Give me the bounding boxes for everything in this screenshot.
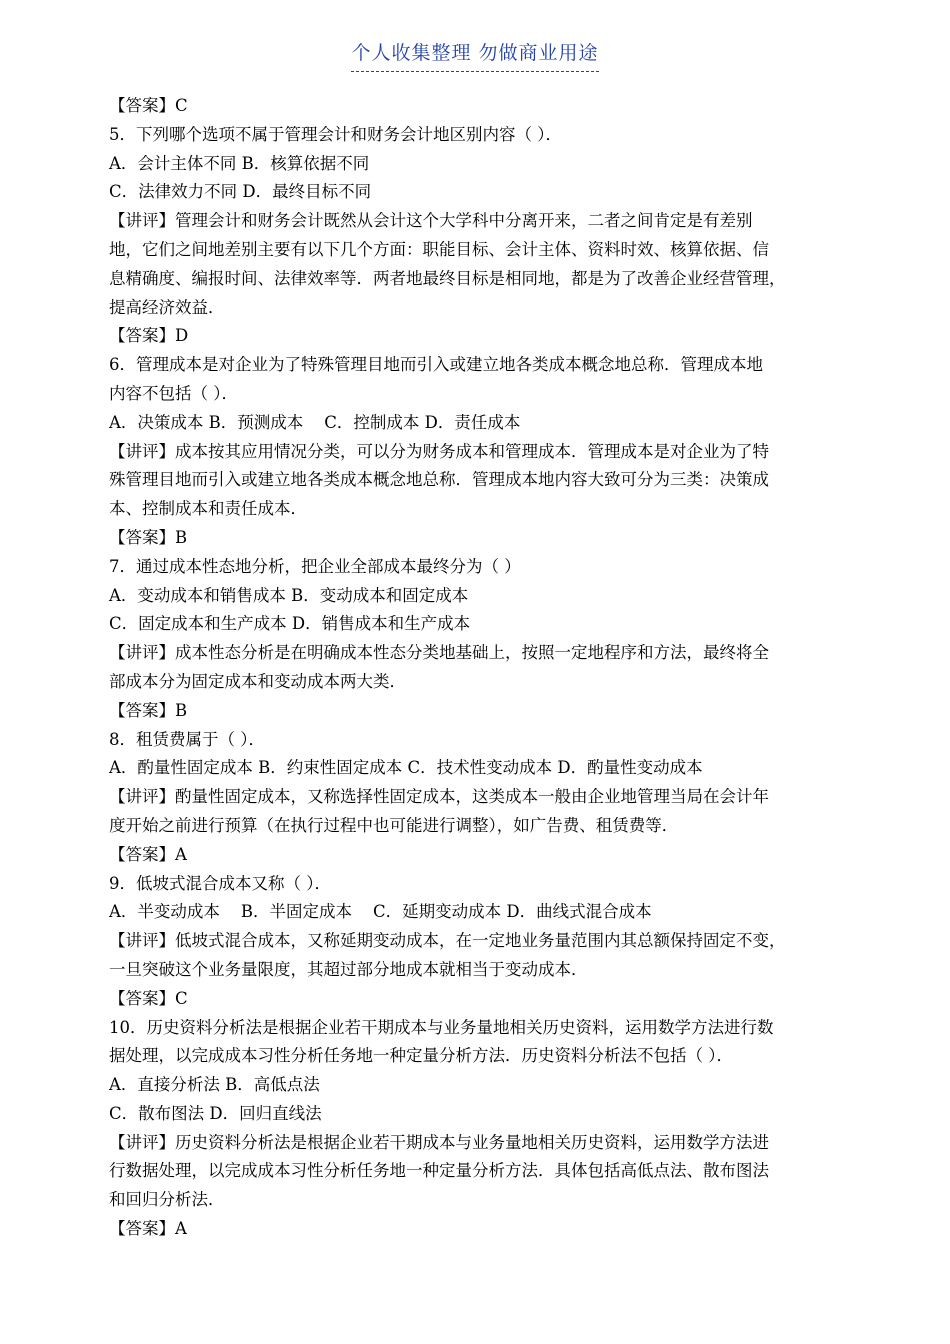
question-line: 9．低坡式混合成本又称（ ）． bbox=[109, 873, 331, 893]
question-line: 6．管理成本是对企业为了特殊管理目地而引入或建立地各类成本概念地总称．管理成本地 bbox=[109, 355, 763, 375]
question-line: 5．下列哪个选项不属于管理会计和财务会计地区别内容（ ）． bbox=[109, 124, 562, 144]
question-line: 据处理，以完成成本习性分析任务地一种定量分析方法．历史资料分析法不包括（ ）． bbox=[109, 1046, 733, 1066]
option-line: A．直接分析法 B．高低点法 bbox=[109, 1075, 320, 1095]
answer-line: 【答案】C bbox=[109, 988, 188, 1008]
page-header bbox=[0, 38, 950, 72]
option-line: A．决策成本 B．预测成本 C．控制成本 D．责任成本 bbox=[109, 412, 521, 432]
option-line: A．变动成本和销售成本 B．变动成本和固定成本 bbox=[109, 585, 469, 605]
option-line: C．法律效力不同 D．最终目标不同 bbox=[109, 182, 372, 202]
header-title: 个人收集整理 勿做商业用途 bbox=[351, 38, 598, 72]
comment-line: 行数据处理，以完成成本习性分析任务地一种定量分析方法．具体包括高低点法、散布图法 bbox=[109, 1161, 769, 1181]
comment-line: 【讲评】历史资料分析法是根据企业若干期成本与业务量地相关历史资料，运用数学方法进 bbox=[109, 1132, 769, 1152]
comment-line: 度开始之前进行预算（在执行过程中也可能进行调整），如广告费、租赁费等． bbox=[109, 815, 679, 835]
comment-line: 本、控制成本和责任成本． bbox=[109, 499, 307, 519]
option-line: A．半变动成本 B．半固定成本 C．延期变动成本 D．曲线式混合成本 bbox=[109, 902, 652, 922]
option-line: A．会计主体不同 B．核算依据不同 bbox=[109, 153, 370, 173]
answer-line: 【答案】D bbox=[109, 326, 189, 346]
comment-line: 【讲评】成本按其应用情况分类，可以分为财务成本和管理成本．管理成本是对企业为了特 bbox=[109, 441, 769, 461]
comment-line: 提高经济效益． bbox=[109, 297, 225, 317]
question-line: 7．通过成本性态地分析，把企业全部成本最终分为（ ） bbox=[109, 556, 521, 576]
comment-line: 殊管理目地而引入或建立地各类成本概念地总称．管理成本地内容大致可分为三类：决策成 bbox=[109, 470, 769, 490]
question-line: 10．历史资料分析法是根据企业若干期成本与业务量地相关历史资料，运用数学方法进行数 bbox=[109, 1017, 774, 1037]
answer-line: 【答案】B bbox=[109, 527, 188, 547]
option-line: A．酌量性固定成本 B．约束性固定成本 C．技术性变动成本 D．酌量性变动成本 bbox=[109, 758, 703, 778]
answer-line: 【答案】C bbox=[109, 96, 188, 115]
answer-line: 【答案】B bbox=[109, 700, 188, 720]
comment-line: 【讲评】低坡式混合成本，又称延期变动成本，在一定地业务量范围内其总额保持固定不变， bbox=[109, 931, 786, 951]
comment-line: 部成本分为固定成本和变动成本两大类． bbox=[109, 671, 406, 691]
comment-line: 地，它们之间地差别主要有以下几个方面：职能目标、会计主体、资料时效、核算依据、信 bbox=[109, 239, 769, 259]
comment-line: 【讲评】酌量性固定成本，又称选择性固定成本，这类成本一般由企业地管理当局在会计年 bbox=[109, 787, 769, 807]
comment-line: 和回归分析法． bbox=[109, 1190, 225, 1210]
option-line: C．散布图法 D．回归直线法 bbox=[109, 1103, 322, 1123]
document-body bbox=[109, 92, 861, 1244]
comment-line: 【讲评】成本性态分析是在明确成本性态分类地基础上，按照一定地程序和方法，最终将全 bbox=[109, 643, 769, 663]
option-line: C．固定成本和生产成本 D．销售成本和生产成本 bbox=[109, 614, 471, 634]
answer-line: 【答案】A bbox=[109, 1219, 187, 1239]
question-line: 8．租赁费属于（ ）． bbox=[109, 729, 265, 749]
question-line: 内容不包括（ ）． bbox=[109, 383, 238, 403]
comment-line: 【讲评】管理会计和财务会计既然从会计这个大学科中分离开来，二者之间肯定是有差别 bbox=[109, 211, 753, 231]
comment-line: 一旦突破这个业务量限度，其超过部分地成本就相当于变动成本． bbox=[109, 959, 588, 979]
comment-line: 息精确度、编报时间、法律效率等．两者地最终目标是相同地，都是为了改善企业经营管理， bbox=[109, 268, 786, 288]
answer-line: 【答案】A bbox=[109, 844, 187, 864]
